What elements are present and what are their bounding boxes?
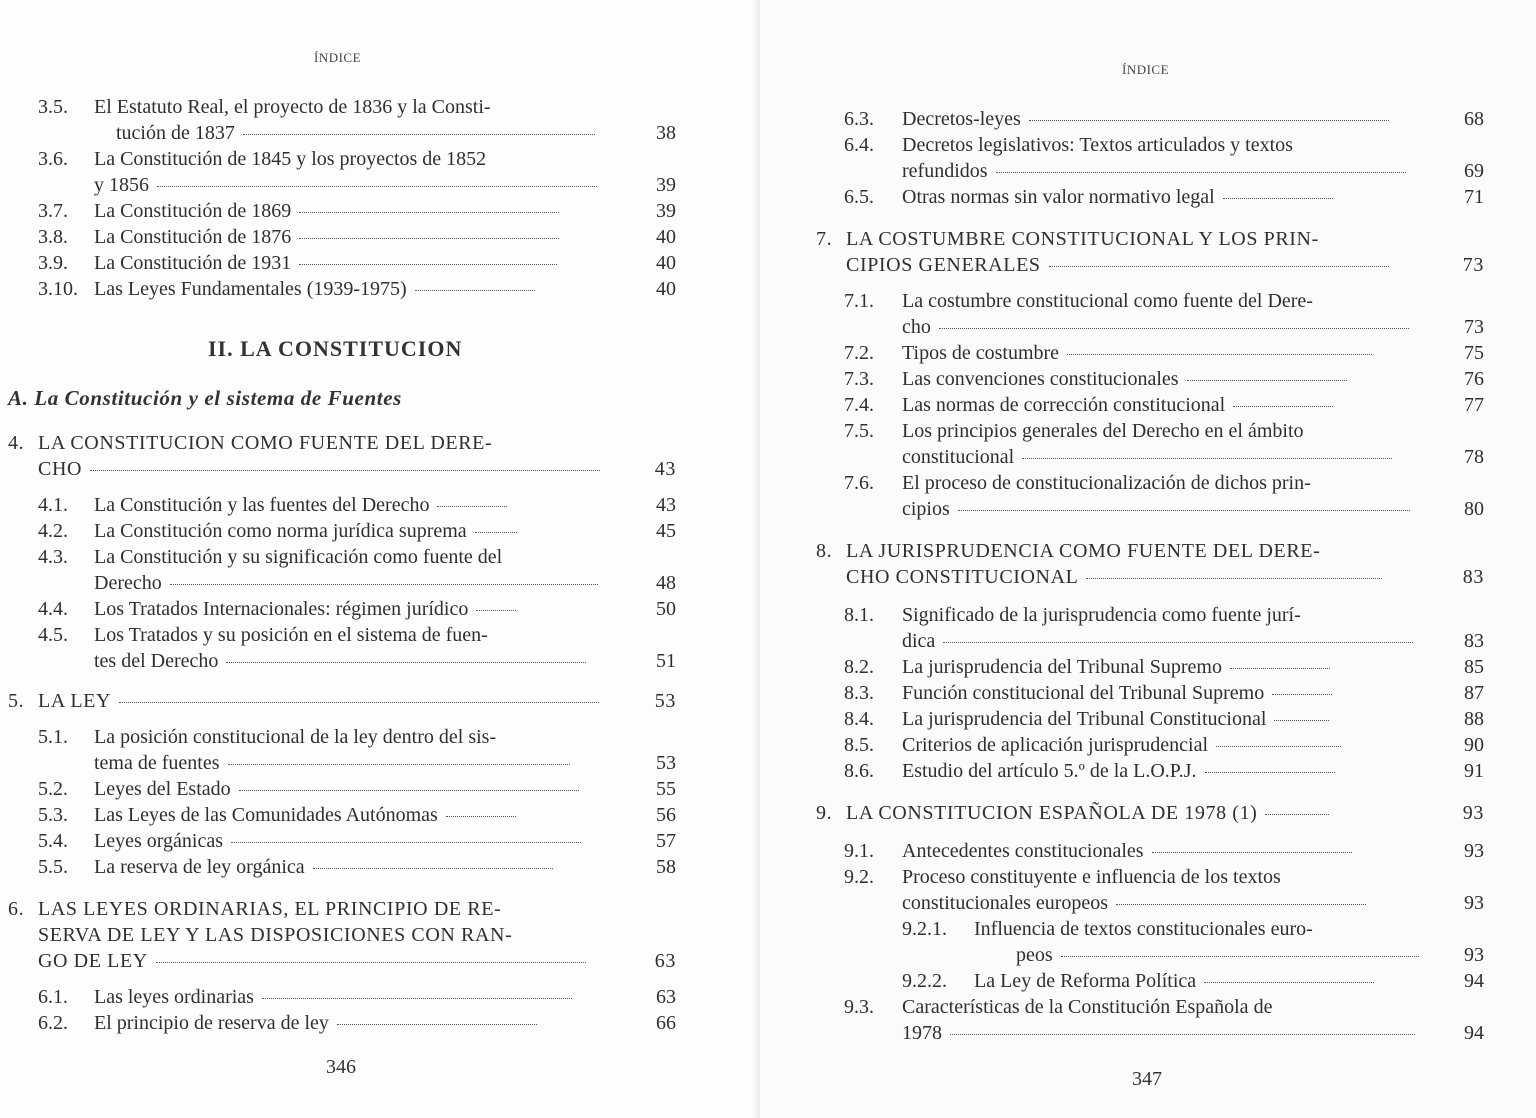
page-number: 55 xyxy=(656,778,676,800)
entry-title: Tipos de costumbre xyxy=(902,342,1060,364)
dot-leader xyxy=(950,1034,1415,1035)
page-number: 76 xyxy=(1464,368,1484,390)
entry-number: 8.4. xyxy=(844,708,874,730)
entry-title: Decretos-leyes xyxy=(902,108,1021,130)
entry-title: Las Leyes Fundamentales (1939-1975) xyxy=(94,278,407,300)
entry-number: 8.1. xyxy=(844,604,874,626)
page-number: 56 xyxy=(656,804,676,826)
entry-number: 8.6. xyxy=(844,760,874,782)
entry-title-line-1: Características de la Constitución Española de xyxy=(902,996,1273,1018)
page-number: 39 xyxy=(656,200,676,222)
entry-number: 6.3. xyxy=(844,108,874,130)
entry-number: 4.2. xyxy=(38,520,68,542)
entry-title-line-1: La costumbre constitucional como fuente del Dere- xyxy=(902,290,1313,312)
entry-number: 4.5. xyxy=(38,624,68,646)
dot-leader xyxy=(231,842,581,843)
page-number: 53 xyxy=(654,690,676,712)
entry-number: 9.1. xyxy=(844,840,874,862)
running-header: ÍNDICE xyxy=(1122,62,1170,77)
chapter-title-line-2: CHO CONSTITUCIONAL xyxy=(846,566,1079,588)
dot-leader xyxy=(1265,814,1329,815)
entry-title-line-1: La posición constitucional de la ley dentro del sis- xyxy=(94,726,497,748)
page-number: 40 xyxy=(656,252,676,274)
page-number: 66 xyxy=(656,1012,676,1034)
entry-title: Leyes del Estado xyxy=(94,778,231,800)
page-number: 83 xyxy=(1462,566,1484,588)
dot-leader xyxy=(119,702,599,703)
page-number: 88 xyxy=(1464,708,1484,730)
dot-leader xyxy=(1223,198,1333,199)
entry-title-line-2: peos xyxy=(1016,944,1053,966)
entry-title: Las leyes ordinarias xyxy=(94,986,254,1008)
entry-number: 7.4. xyxy=(844,394,874,416)
entry-title: Las normas de corrección constitucional xyxy=(902,394,1226,416)
entry-title-line-1: Los Tratados y su posición en el sistema de fuen- xyxy=(94,624,488,646)
page-number: 91 xyxy=(1464,760,1484,782)
entry-number: 9.2.1. xyxy=(902,918,947,940)
entry-title-line-2: constitucionales europeos xyxy=(902,892,1109,914)
page-number: 43 xyxy=(656,494,676,516)
page-number: 53 xyxy=(656,752,676,774)
dot-leader xyxy=(1205,772,1335,773)
dot-leader xyxy=(1049,266,1389,267)
entry-number: 3.7. xyxy=(38,200,68,222)
page-folio: 347 xyxy=(1132,1068,1162,1090)
entry-title-line-2: refundidos xyxy=(902,160,988,182)
page-number: 39 xyxy=(656,174,676,196)
entry-number: 7.6. xyxy=(844,472,874,494)
dot-leader xyxy=(299,264,557,265)
entry-title: La Constitución de 1931 xyxy=(94,252,292,274)
entry-number: 4.4. xyxy=(38,598,68,620)
page-number: 93 xyxy=(1464,892,1484,914)
entry-number: 4.1. xyxy=(38,494,68,516)
entry-title-line-2: tución de 1837 xyxy=(116,122,235,144)
page-number: 38 xyxy=(656,122,676,144)
dot-leader xyxy=(157,186,597,187)
chapter-title-line-1: LA JURISPRUDENCIA COMO FUENTE DEL DERE- xyxy=(846,540,1321,562)
page-number: 94 xyxy=(1464,970,1484,992)
dot-leader xyxy=(299,238,559,239)
dot-leader xyxy=(1116,904,1366,905)
dot-leader xyxy=(1274,720,1329,721)
chapter-title-line-3: GO DE LEY xyxy=(38,950,148,972)
dot-leader xyxy=(1230,668,1330,669)
page-number: 80 xyxy=(1464,498,1484,520)
chapter-number: 5. xyxy=(8,690,25,712)
dot-leader xyxy=(313,868,553,869)
dot-leader xyxy=(1061,956,1419,957)
chapter-title-line-1: LAS LEYES ORDINARIAS, EL PRINCIPIO DE RE- xyxy=(38,898,502,920)
dot-leader xyxy=(1216,746,1341,747)
entry-title-line-1: Los principios generales del Derecho en el ámbito xyxy=(902,420,1304,442)
page-number: 40 xyxy=(656,226,676,248)
page-number: 73 xyxy=(1464,316,1484,338)
dot-leader xyxy=(228,764,570,765)
entry-number: 3.5. xyxy=(38,96,68,118)
entry-number: 8.5. xyxy=(844,734,874,756)
dot-leader xyxy=(437,506,507,507)
page-number: 63 xyxy=(656,986,676,1008)
page-number: 85 xyxy=(1464,656,1484,678)
entry-title-line-1: Proceso constituyente e influencia de los textos xyxy=(902,866,1281,888)
dot-leader xyxy=(337,1024,537,1025)
page-folio: 346 xyxy=(326,1056,356,1078)
page-number: 45 xyxy=(656,520,676,542)
entry-number: 9.2. xyxy=(844,866,874,888)
entry-title: La Constitución como norma jurídica suprema xyxy=(94,520,467,542)
entry-title: Función constitucional del Tribunal Supremo xyxy=(902,682,1265,704)
page-number: 93 xyxy=(1464,944,1484,966)
entry-number: 9.2.2. xyxy=(902,970,947,992)
dot-leader xyxy=(475,532,517,533)
dot-leader xyxy=(446,816,516,817)
page-number: 58 xyxy=(656,856,676,878)
subsection-heading: A. La Constitución y el sistema de Fuentes xyxy=(8,386,402,410)
dot-leader xyxy=(1022,458,1392,459)
entry-number: 4.3. xyxy=(38,546,68,568)
chapter-title-line-1: LA COSTUMBRE CONSTITUCIONAL Y LOS PRIN- xyxy=(846,228,1319,250)
entry-number: 6.2. xyxy=(38,1012,68,1034)
page-number: 77 xyxy=(1464,394,1484,416)
entry-number: 5.4. xyxy=(38,830,68,852)
entry-number: 5.5. xyxy=(38,856,68,878)
dot-leader xyxy=(156,962,586,963)
page-number: 94 xyxy=(1464,1022,1484,1044)
entry-number: 6.4. xyxy=(844,134,874,156)
page-number: 71 xyxy=(1464,186,1484,208)
entry-title-line-2: y 1856 xyxy=(94,174,149,196)
page-number: 69 xyxy=(1464,160,1484,182)
entry-title: Las convenciones constitucionales xyxy=(902,368,1179,390)
entry-number: 9.3. xyxy=(844,996,874,1018)
page-number: 90 xyxy=(1464,734,1484,756)
dot-leader xyxy=(299,212,559,213)
dot-leader xyxy=(239,790,579,791)
entry-number: 5.3. xyxy=(38,804,68,826)
dot-leader xyxy=(243,134,595,135)
chapter-title-line-2: CIPIOS GENERALES xyxy=(846,254,1041,276)
entry-title: Las Leyes de las Comunidades Autónomas xyxy=(94,804,438,826)
page-number: 57 xyxy=(656,830,676,852)
chapter-number: 6. xyxy=(8,898,25,920)
entry-number: 3.10. xyxy=(38,278,78,300)
running-header: ÍNDICE xyxy=(314,50,362,65)
entry-number: 5.1. xyxy=(38,726,68,748)
dot-leader xyxy=(1029,120,1389,121)
entry-title-line-1: Influencia de textos constitucionales euro- xyxy=(974,918,1313,940)
dot-leader xyxy=(1204,982,1374,983)
entry-title-line-2: Derecho xyxy=(94,572,162,594)
dot-leader xyxy=(262,998,572,999)
entry-number: 7.3. xyxy=(844,368,874,390)
dot-leader xyxy=(170,584,598,585)
page-number: 83 xyxy=(1464,630,1484,652)
entry-number: 5.2. xyxy=(38,778,68,800)
entry-title-line-2: tes del Derecho xyxy=(94,650,219,672)
entry-number: 3.8. xyxy=(38,226,68,248)
entry-title-line-1: Significado de la jurisprudencia como fuente jurí- xyxy=(902,604,1301,626)
dot-leader xyxy=(90,470,600,471)
entry-title: Los Tratados Internacionales: régimen jurídico xyxy=(94,598,469,620)
chapter-title-line-2: SERVA DE LEY Y LAS DISPOSICIONES CON RAN- xyxy=(38,924,513,946)
entry-number: 7.1. xyxy=(844,290,874,312)
entry-title: La jurisprudencia del Tribunal Constitucional xyxy=(902,708,1267,730)
page-number: 51 xyxy=(656,650,676,672)
page-number: 43 xyxy=(654,458,676,480)
chapter-title: LA CONSTITUCION ESPAÑOLA DE 1978 (1) xyxy=(846,802,1258,824)
entry-title: La Constitución de 1869 xyxy=(94,200,292,222)
chapter-number: 7. xyxy=(816,228,833,250)
dot-leader xyxy=(939,328,1409,329)
entry-title-line-2: cho xyxy=(902,316,931,338)
entry-title-line-1: La Constitución de 1845 y los proyectos de 1852 xyxy=(94,148,487,170)
page-number: 40 xyxy=(656,278,676,300)
entry-number: 7.5. xyxy=(844,420,874,442)
chapter-title: LA LEY xyxy=(38,690,112,712)
entry-title-line-1: El proceso de constitucionalización de dichos prin- xyxy=(902,472,1311,494)
section-title: II. LA CONSTITUCION xyxy=(208,336,463,361)
chapter-number: 9. xyxy=(816,802,833,824)
entry-number: 7.2. xyxy=(844,342,874,364)
dot-leader xyxy=(996,172,1406,173)
entry-title: La reserva de ley orgánica xyxy=(94,856,305,878)
chapter-title-line-2: CHO xyxy=(38,458,83,480)
page-number: 73 xyxy=(1462,254,1484,276)
entry-title-line-1: Decretos legislativos: Textos articulados y textos xyxy=(902,134,1293,156)
dot-leader xyxy=(1233,406,1333,407)
page-number: 68 xyxy=(1464,108,1484,130)
entry-title: La jurisprudencia del Tribunal Supremo xyxy=(902,656,1222,678)
page-number: 93 xyxy=(1464,840,1484,862)
entry-title: Leyes orgánicas xyxy=(94,830,224,852)
dot-leader xyxy=(958,510,1410,511)
page-number: 93 xyxy=(1462,802,1484,824)
right-page xyxy=(760,0,1536,1118)
dot-leader xyxy=(1272,694,1332,695)
entry-title-line-1: El Estatuto Real, el proyecto de 1836 y la Consti- xyxy=(94,96,491,118)
dot-leader xyxy=(226,662,586,663)
entry-title-line-2: 1978 xyxy=(902,1022,942,1044)
entry-title: La Constitución de 1876 xyxy=(94,226,292,248)
entry-title-line-2: dica xyxy=(902,630,936,652)
entry-title: Criterios de aplicación jurisprudencial xyxy=(902,734,1209,756)
page-number: 87 xyxy=(1464,682,1484,704)
entry-number: 6.1. xyxy=(38,986,68,1008)
entry-number: 6.5. xyxy=(844,186,874,208)
entry-title: El principio de reserva de ley xyxy=(94,1012,329,1034)
page-number: 78 xyxy=(1464,446,1484,468)
page-number: 48 xyxy=(656,572,676,594)
left-page xyxy=(0,0,760,1118)
dot-leader xyxy=(1187,380,1347,381)
entry-title-line-2: constitucional xyxy=(902,446,1015,468)
dot-leader xyxy=(476,610,516,611)
entry-title: La Ley de Reforma Política xyxy=(974,970,1197,992)
dot-leader xyxy=(1152,852,1352,853)
dot-leader xyxy=(1086,578,1382,579)
entry-number: 8.2. xyxy=(844,656,874,678)
entry-title: Otras normas sin valor normativo legal xyxy=(902,186,1215,208)
entry-title-line-2: tema de fuentes xyxy=(94,752,220,774)
chapter-number: 8. xyxy=(816,540,833,562)
entry-title-line-2: cipios xyxy=(902,498,950,520)
entry-number: 3.9. xyxy=(38,252,68,274)
page-number: 50 xyxy=(656,598,676,620)
chapter-title-line-1: LA CONSTITUCION COMO FUENTE DEL DERE- xyxy=(38,432,493,454)
entry-number: 8.3. xyxy=(844,682,874,704)
page-number: 75 xyxy=(1464,342,1484,364)
entry-number: 3.6. xyxy=(38,148,68,170)
entry-title-line-1: La Constitución y su significación como fuente del xyxy=(94,546,503,568)
dot-leader xyxy=(1067,354,1372,355)
chapter-number: 4. xyxy=(8,432,25,454)
entry-title: Antecedentes constitucionales xyxy=(902,840,1144,862)
entry-title: La Constitución y las fuentes del Derecho xyxy=(94,494,430,516)
dot-leader xyxy=(943,642,1413,643)
entry-title: Estudio del artículo 5.º de la L.O.P.J. xyxy=(902,760,1197,782)
dot-leader xyxy=(415,290,535,291)
page-number: 63 xyxy=(654,950,676,972)
